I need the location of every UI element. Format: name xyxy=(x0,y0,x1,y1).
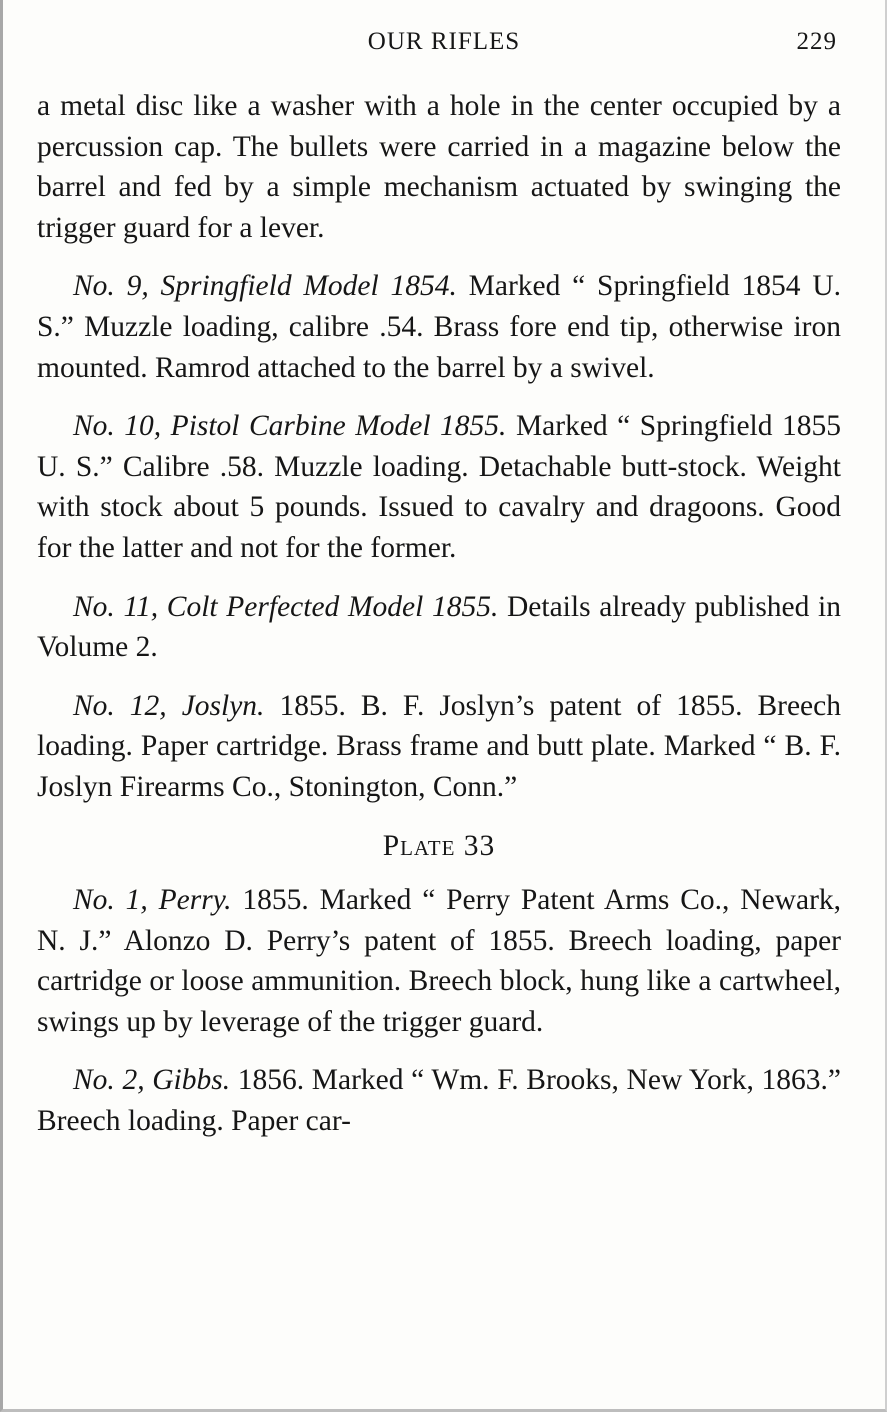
entry-text: Marked “ Springfield 1855 U. S.” Calibre .58. Muzzle loading. Detachable butt-stock. Weight with stock about 5 pounds. Issued to cavalry and dragoons. Good for the latter and not for the former. xyxy=(37,410,841,564)
entry-text: 1856. Marked “ Wm. F. Brooks, New York, 1863.” Breech loading. Paper car- xyxy=(37,1064,841,1138)
paragraph-text: a metal disc like a washer with a hole in the center occupied by a percussion cap. The bullets were carried in a magazine below the barrel and fed by a simple mechanism actuated by swinging the trigger guard for a lever. xyxy=(37,90,841,244)
entry-title: No. 12, Joslyn. xyxy=(73,689,265,722)
running-head xyxy=(37,28,837,60)
entry-text: 1855. Marked “ Perry Patent Arms Co., Newark, N. J.” Alonzo D. Perry’s patent of 1855. Breech loading, paper cartridge or loose ammunition. Breech block, hung like a cartwheel, swings up by leverage of the trigger guard. xyxy=(37,884,842,1038)
entry-title: No. 9, Springfield Model 1854. xyxy=(73,270,457,303)
entry-text: Details already published in Volume 2. xyxy=(37,590,841,664)
paragraph-perry xyxy=(37,880,841,1042)
running-title: OUR RIFLES xyxy=(367,28,521,55)
entry-title: No. 2, Gibbs. xyxy=(73,1064,231,1097)
plate-heading: Plate 33 xyxy=(382,829,496,862)
paragraph-gibbs xyxy=(37,1060,841,1141)
paragraph-joslyn xyxy=(37,686,841,808)
page-body xyxy=(37,86,841,1160)
paragraph-springfield-1854 xyxy=(37,266,841,388)
entry-title: No. 1, Perry. xyxy=(73,884,232,917)
paragraph-continuation xyxy=(37,86,841,248)
entry-title: No. 10, Pistol Carbine Model 1855. xyxy=(73,410,507,443)
paragraph-colt-perfected-1855 xyxy=(37,587,841,668)
entry-text: Marked “ Springfield 1854 U. S.” Muzzle loading, calibre .54. Brass fore end tip, otherwise iron mounted. Ramrod attached to the barrel by a swivel. xyxy=(37,270,842,384)
entry-text: 1855. B. F. Joslyn’s patent of 1855. Breech loading. Paper cartridge. Brass frame and butt plate. Marked “ B. F. Joslyn Firearms Co., Stonington, Conn.” xyxy=(37,689,841,803)
paragraph-pistol-carbine-1855 xyxy=(37,406,841,568)
entry-title: No. 11, Colt Perfected Model 1855. xyxy=(73,590,499,623)
page-number: 229 xyxy=(796,28,837,55)
